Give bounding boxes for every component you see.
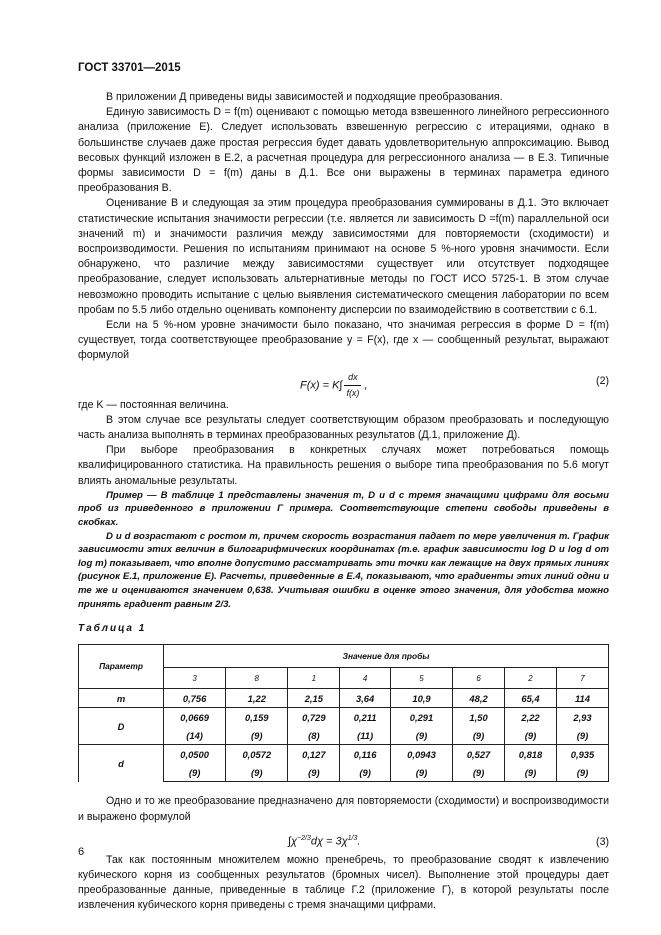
sample-header-cell: 3 xyxy=(164,668,226,689)
table-cell: 1,22 xyxy=(226,689,288,708)
formula-2-tail: , xyxy=(364,379,368,392)
paragraph: где K — постоянная величина. xyxy=(78,398,229,411)
table-cell: 0,0943 xyxy=(390,745,452,764)
document-body xyxy=(78,90,609,914)
sample-header-cell: 7 xyxy=(556,668,608,689)
table-cell: 0,527 xyxy=(453,745,505,764)
table-cell-dof: (9) xyxy=(340,763,391,782)
formula-2-fraction xyxy=(344,370,361,401)
table-cell: 2,22 xyxy=(505,708,557,727)
table-cell: 0,159 xyxy=(226,708,288,727)
table-row xyxy=(79,745,609,764)
table-cell: 2,15 xyxy=(288,689,340,708)
table-cell: 0,291 xyxy=(390,708,452,727)
table-cell: 0,935 xyxy=(556,745,608,764)
table-cell-dof: (9) xyxy=(226,726,288,745)
paragraph: В этом случае все результаты следует соответствующим образом преобразовать и последующую часть анализа выполнять в терминах преобразованных результатов (Д.1, приложение Д). xyxy=(78,413,609,442)
document-header: ГОСТ 33701—2015 xyxy=(78,62,181,74)
data-table xyxy=(78,644,609,782)
table-cell-dof: (8) xyxy=(288,726,340,745)
sample-header-cell: 1 xyxy=(288,668,340,689)
row-label: D xyxy=(79,708,164,745)
formula-3-expression: $\int\chi^{-2/3}d\chi = 3\chi^{1/3}$. xyxy=(288,834,361,848)
table-cell: 0,211 xyxy=(340,708,391,727)
example-paragraph: D и d возрастают с ростом m, причем скорость возрастания падает по мере увеличения m. График зависимости этих величин в билогарифмических координатах (т.е. график зависимости log D и log d от log m) показывает, что вполне допустимо рассматривать эти точки как лежащие на двух прямых линиях (рисунок Е.1, приложение Е). Расчеты, приведенные в Е.4, показывают, что градиенты этих линий одни и те же и оцениваются значением 0,638. Учитывая ошибки в оценке этого значения, для удобства можно принять градиент равным 2/3. xyxy=(78,530,609,610)
sample-header-cell: 8 xyxy=(226,668,288,689)
table-row xyxy=(79,708,609,727)
table-cell: 2,93 xyxy=(556,708,608,727)
paragraph: Так как постоянным множителем можно пренебречь, то преобразование сводят к извлечению кубического корня из сообщенных результатов (бромных чисел). Выполнение этой процедуры дает преобразованные данные, приведенные в таблице Г.2 (приложение Г), в которой результаты после извлечения кубического корня приведены с тремя значащими цифрами. xyxy=(78,853,609,912)
table-cell-dof: (9) xyxy=(453,763,505,782)
formula-2-number: (2) xyxy=(596,374,609,387)
sample-header-cell: 2 xyxy=(505,668,557,689)
formula-2-expression xyxy=(300,370,368,401)
example-paragraph: Пример — В таблице 1 представлены значения m, D и d с тремя значащими цифрами для восьми проб из приведенного в приложении Г примера. Соответствующие степени свободы приведены в скобках. xyxy=(78,489,609,529)
paragraph: Оценивание B и следующая за этим процедура преобразования суммированы в Д.1. Это включает статистические испытания значимости регрессии (т.е. является ли зависимость D =f(m) параллельной оси значений m) и значимости различия между зависимостями для повторяемости (сходимости) и воспроизводимости. Решения по испытаниям принимают на основе 5 %-ного уровня значимости. Если обнаружено, что различие между зависимостями существует или отсутствует подходящее преобразование, следует использовать альтернативные методы по ГОСТ ИСО 5725-1. В этом случае невозможно проводить испытание с целью выявления систематического смещения лаборатории по всем пробам по 5.5 либо отдельно оценивать компоненту дисперсии по взаимодействию в соответствии с 6.1. xyxy=(78,197,609,316)
table-cell: 0,818 xyxy=(505,745,557,764)
table-cell-dof: (9) xyxy=(390,763,452,782)
table-cell-dof: (9) xyxy=(226,763,288,782)
row-label: m xyxy=(79,689,164,708)
row-label: d xyxy=(79,745,164,782)
table-cell: 10,9 xyxy=(390,689,452,708)
table-header-group: Значение для пробы xyxy=(164,645,609,668)
table-cell-dof: (11) xyxy=(340,726,391,745)
table-cell-dof: (9) xyxy=(164,763,226,782)
table-body xyxy=(79,689,609,782)
table-cell: 0,127 xyxy=(288,745,340,764)
formula-2-numerator: dx xyxy=(344,370,361,386)
table-cell-dof: (9) xyxy=(390,726,452,745)
sample-header-cell: 6 xyxy=(453,668,505,689)
table-cell: 0,0572 xyxy=(226,745,288,764)
table-cell: 1,50 xyxy=(453,708,505,727)
paragraph: Единую зависимость D = f(m) оценивают с помощью метода взвешенного линейного регрессионного анализа (приложение Е). Следует использовать взвешенную регрессию с итерациями, однако в большинстве случаев даже простая регрессия будет давать удовлетворительную аппроксимацию. Вывод весовых функций изложен в Е.2, а расчетная процедура для регрессионного анализа — в Е.3. Типичные формы зависимости D = f(m) даны в Д.1. Все они выражены в терминах параметра единого преобразования B. xyxy=(78,106,609,195)
sample-header-cell: 4 xyxy=(340,668,391,689)
table-cell-dof: (9) xyxy=(556,763,608,782)
formula-3 xyxy=(78,825,609,853)
table-cell: 0,729 xyxy=(288,708,340,727)
table-cell: 3,64 xyxy=(340,689,391,708)
table-cell: 65,4 xyxy=(505,689,557,708)
paragraph: При выборе преобразования в конкретных случаях может потребоваться помощь квалифицированного статистика. На правильность решения о выборе типа преобразования по 5.6 могут влиять аномальные результаты. xyxy=(78,444,609,487)
table-cell-dof: (9) xyxy=(556,726,608,745)
table-cell: 48,2 xyxy=(453,689,505,708)
table-cell: 114 xyxy=(556,689,608,708)
formula-2-denominator: f(x) xyxy=(346,387,360,398)
table-cell: 0,0669 xyxy=(164,708,226,727)
table-cell-dof: (14) xyxy=(164,726,226,745)
table-cell: 0,0500 xyxy=(164,745,226,764)
sample-header-cell: 5 xyxy=(390,668,452,689)
formula-2-lhs: F(x) = K∫ xyxy=(300,379,343,392)
formula-2 xyxy=(78,364,609,398)
paragraph: В приложении Д приведены виды зависимостей и подходящие преобразования. xyxy=(106,91,503,103)
table-cell: 0,756 xyxy=(164,689,226,708)
paragraph: Одно и то же преобразование предназначено для повторяемости (сходимости) и воспроизводимости и выражено формулой xyxy=(78,795,609,823)
table-cell: 0,116 xyxy=(340,745,391,764)
table-cell-dof: (9) xyxy=(288,763,340,782)
paragraph: Если на 5 %-ном уровне значимости было показано, что значимая регрессия в форме D = f(m) существует, тогда соответствующее преобразование y = F(x), где x — сообщенный результат, выражают формулой xyxy=(78,319,609,362)
table-row xyxy=(79,689,609,708)
table-cell-dof: (9) xyxy=(453,726,505,745)
table-cell-dof: (9) xyxy=(505,726,557,745)
page-number: 6 xyxy=(78,846,85,858)
table-caption: Таблица 1 xyxy=(78,623,147,635)
formula-3-number: (3) xyxy=(596,835,609,848)
table-cell-dof: (9) xyxy=(505,763,557,782)
table-header-param: Параметр xyxy=(79,645,164,689)
